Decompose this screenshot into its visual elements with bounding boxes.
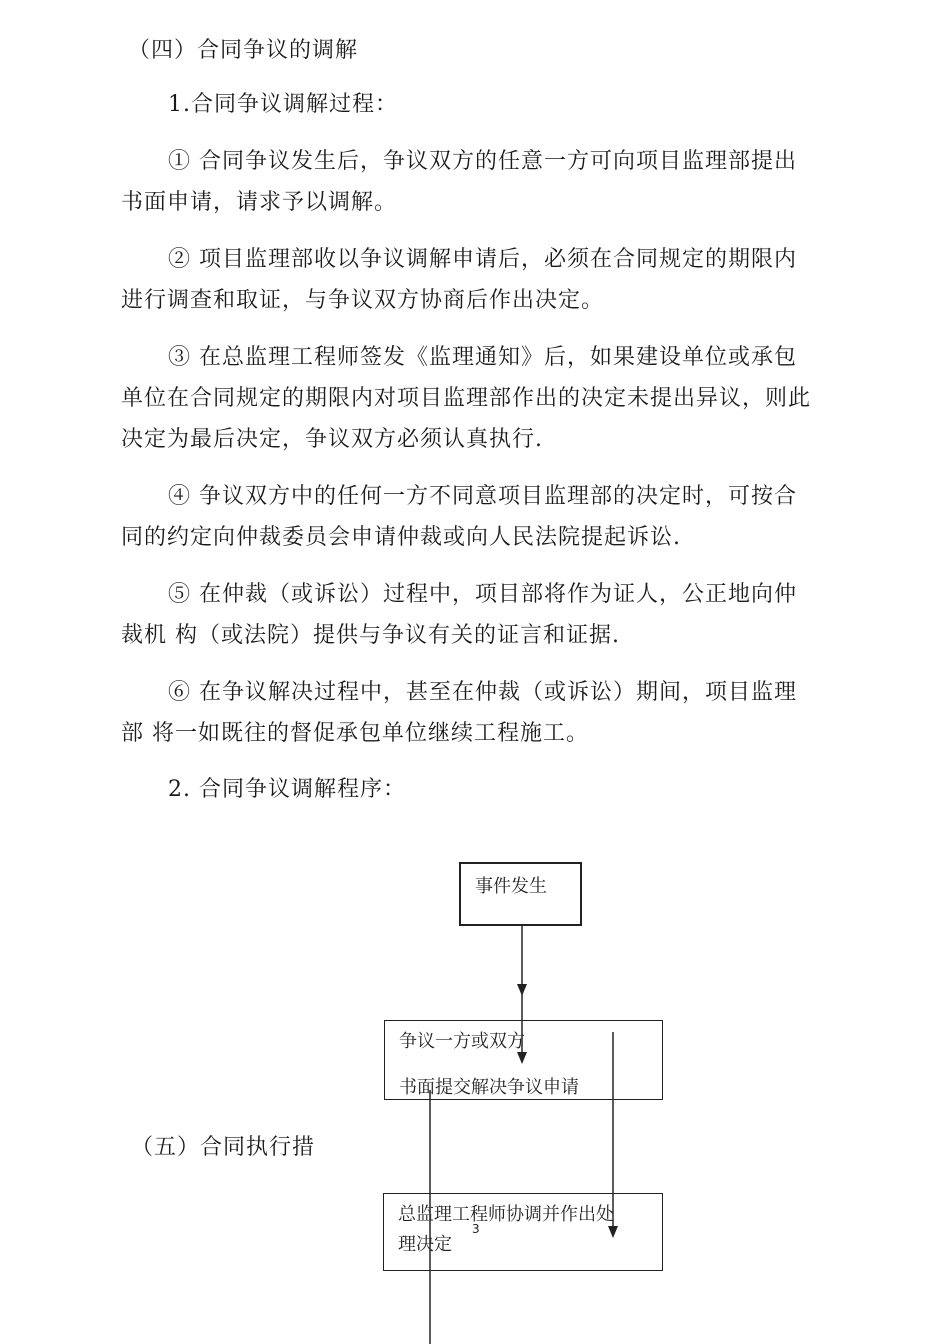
paragraph-line: ③ 在总监理工程师签发《监理通知》后，如果建设单位或承包: [168, 345, 797, 370]
paragraph-line: ⑥ 在争议解决过程中，甚至在仲裁（或诉讼）期间，项目监理: [168, 680, 797, 705]
section-heading: （四）合同争议的调解: [128, 38, 359, 63]
paragraph-line: ⑤ 在仲裁（或诉讼）过程中，项目部将作为证人，公正地向仲: [168, 582, 797, 607]
flow-box-label: 理决定: [398, 1234, 452, 1255]
paragraph-line: ④ 争议双方中的任何一方不同意项目监理部的决定时，可按合: [168, 484, 797, 509]
arrow-head: [517, 1052, 527, 1064]
flow-box-label: 争议一方或双方: [399, 1031, 525, 1052]
paragraph-line: 同的约定向仲裁委员会申请仲裁或向人民法院提起诉讼.: [121, 525, 681, 550]
paragraph-line: 裁机 构（或法院）提供与争议有关的证言和证据.: [121, 623, 620, 648]
page-number: 3: [472, 1222, 480, 1236]
subsection-heading: 2. 合同争议调解程序：: [168, 777, 406, 802]
flow-box-label: 书面提交解决争议申请: [399, 1077, 579, 1098]
paragraph-line: 单位在合同规定的期限内对项目监理部作出的决定未提出异议，则此: [121, 386, 812, 411]
paragraph-line: 进行调查和取证，与争议双方协商后作出决定。: [121, 288, 605, 313]
paragraph-line: ① 合同争议发生后，争议双方的任意一方可向项目监理部提出: [168, 149, 797, 174]
paragraph-line: 书面申请，请求予以调解。: [121, 190, 398, 215]
subsection-heading: 1.合同争议调解过程：: [168, 92, 398, 117]
arrow-head: [517, 984, 527, 996]
section-heading: （五）合同执行措: [131, 1135, 316, 1160]
paragraph-line: ② 项目监理部收以争议调解申请后，必须在合同规定的期限内: [168, 247, 797, 272]
arrow-head: [608, 1226, 618, 1238]
paragraph-line: 决定为最后决定，争议双方必须认真执行.: [121, 427, 543, 452]
paragraph-line: 部 将一如既往的督促承包单位继续工程施工。: [121, 721, 589, 746]
flow-box-label: 总监理工程师协调并作出处: [398, 1204, 614, 1225]
flow-box-label: 事件发生: [475, 876, 547, 897]
